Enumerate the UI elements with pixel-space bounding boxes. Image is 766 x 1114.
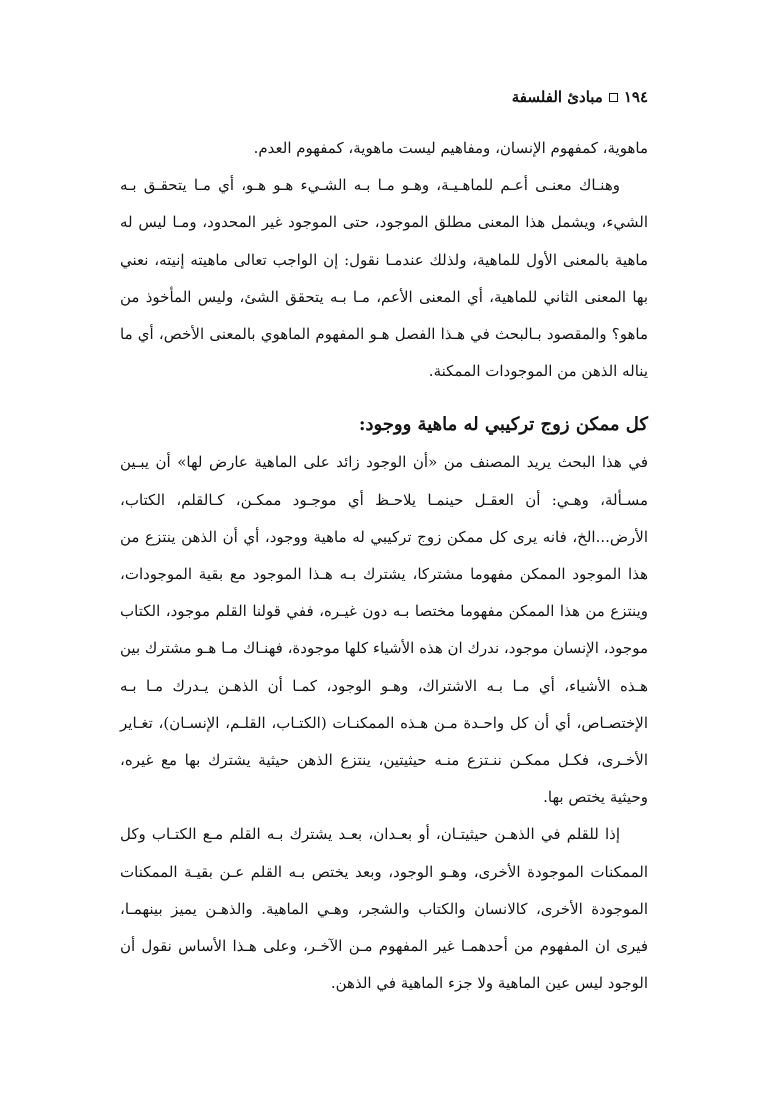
square-separator-icon: [609, 93, 618, 102]
paragraph-composite-pair: في هذا البحث يريد المصنف من «أن الوجود زائد على الماهية عارض لها» أن يبـين مسـألة، وهـي: أن العقـل حينمـا يلاحـظ أي موجـود ممكـن، كـالقلم، الكتاب، الأرض...الخ، فانه يرى كل ممكن زوج تركيبي له ماهية ووجود، أي أن الذهن ينتزع من هذا الموجود الممكن مفهوما مشتركا، يشترك بـه هـذا الموجود مع بقية الموجودات، وينتزع من هذا الممكن مفهوما مختصا بـه دون غيـره، ففي قولنا القلم موجود، الكتاب موجود، الإنسان موجود، ندرك ان هذه الأشياء كلها موجودة، فهنـاك مـا هـو مشترك بين هـذه الأشياء، أي مـا بـه الاشتراك، وهـو الوجود، كمـا أن الذهـن يـدرك مـا بـه الإختصـاص، أي أن كل واحـدة مـن هـذه الممكنـات (الكتـاب، القلـم، الإنسـان)، تغـاير الأخـرى، فكـل ممكـن ننـتزع منـه حيثيتين، ينتزع الذهن حيثية يشترك بها مع غيره، وحيثية يختص بها.: [120, 453, 648, 807]
section-heading: كل ممكن زوج تركيبي له ماهية ووجود:: [358, 414, 648, 436]
paragraph-two-aspects: إذا للقلم في الذهـن حيثيتـان، أو بعـدان، بعـد يشترك بـه القلم مـع الكتـاب وكل الممكنات الموجودة الأخرى، وهـو الوجود، وبعد يختص بـه القلم عـن بقيـة الممكنات الموجودة الأخرى، كالانسان والكتاب والشجر، وهـي الماهية. والذهـن يميز بينهمـا، فيرى ان المفهوم من أحدهمـا غير المفهوم مـن الآخـر، وعلى هـذا الأساس نقول أن الوجود ليس عين الماهية ولا جزء الماهية في الذهن.: [120, 825, 648, 993]
paragraph-continuation: ماهوية، كمفهوم الإنسان، ومفاهيم ليست ماهوية، كمفهوم العدم.: [253, 139, 648, 157]
running-header: [512, 88, 648, 106]
page-body: [120, 130, 648, 1002]
page-number: ١٩٤: [623, 88, 648, 106]
paragraph-general-meaning: وهنـاك معنـى أعـم للماهـيـة، وهـو مـا بـه الشـيء هـو هـو، أي مـا يتحقـق بـه الشيء، ويشمل هذا المعنى مطلق الموجود، حتى الموجود غير المحدود، ومـا ليس له ماهية بالمعنى الأول للماهية، ولذلك عندمـا نقول: إن الواجب تعالى ماهيته إنيته، نعني بها المعنى الثاني للماهية، أي المعنى الأعم، مـا بـه يتحقق الشئ، وليس المأخوذ من ماهو؟ والمقصود بـالبحث في هـذا الفصل هـو المفهوم الماهوي بالمعنى الأخص، أي ما يناله الذهن من الموجودات الممكنة.: [120, 176, 648, 381]
book-title: مبادئ الفلسفة: [511, 88, 603, 106]
